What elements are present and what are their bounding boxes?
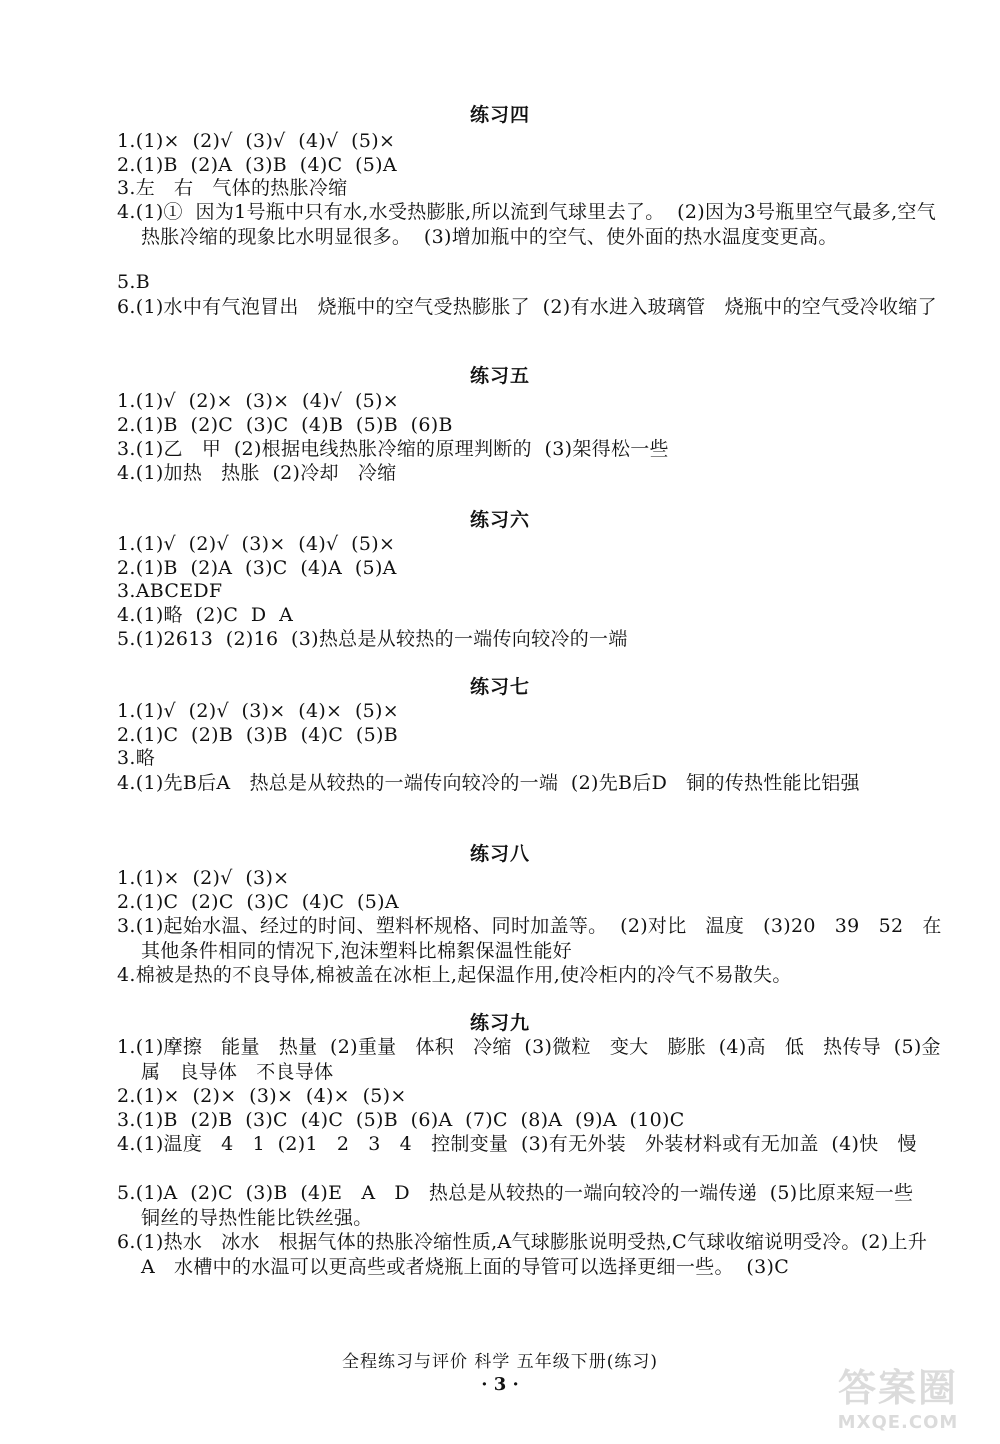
answer-item: 3.ABCEDF <box>117 580 223 602</box>
answer-item: 1.(1)√ (2)× (3)× (4)√ (5)× <box>117 390 399 412</box>
answer-item: 2.(1)B (2)A (3)B (4)C (5)A <box>117 154 397 176</box>
watermark-text: 答案圈 <box>837 1366 958 1410</box>
answer-item: 1.(1)× (2)√ (3)× <box>117 867 290 889</box>
answer-item: 1.(1)摩擦 能量 热量 (2)重量 体积 冷缩 (3)微粒 变大 膨胀 (4)高 低 热传导 (5)金属 良导体 不良导体 <box>117 1036 941 1083</box>
answer-item: 4.(1)先B后A 热总是从较热的一端传向较冷的一端 (2)先B后D 铜的传热性能比铝强 <box>117 772 860 794</box>
answer-item: 4.棉被是热的不良导体,棉被盖在冰柜上,起保温作用,使冷柜内的冷气不易散失。 <box>117 964 792 986</box>
answer-item: 4.(1)加热 热胀 (2)冷却 冷缩 <box>117 462 397 484</box>
section-title: 练习八 <box>469 843 530 865</box>
section-title: 练习九 <box>469 1012 530 1034</box>
section-title: 练习四 <box>469 104 530 126</box>
answer-item: 4.(1)① 因为1号瓶中只有水,水受热膨胀,所以流到气球里去了。 (2)因为3号瓶里空气最多,空气热胀冷缩的现象比水明显很多。 (3)增加瓶中的空气、使外面的热水温度变更高。 <box>117 201 937 248</box>
answer-item: 1.(1)√ (2)√ (3)× (4)√ (5)× <box>117 533 396 555</box>
answer-item: 2.(1)× (2)× (3)× (4)× (5)× <box>117 1085 407 1107</box>
answer-item: 6.(1)热水 冰水 根据气体的热胀冷缩性质,A气球膨胀说明受热,C气球收缩说明受冷。(2)上升 A 水槽中的水温可以更高些或者烧瓶上面的导管可以选择更细一些。 (3)C <box>117 1231 947 1278</box>
answer-item: 2.(1)C (2)C (3)C (4)C (5)A <box>117 891 399 913</box>
answer-item: 1.(1)× (2)√ (3)√ (4)√ (5)× <box>117 130 396 152</box>
section-title: 练习七 <box>469 676 530 698</box>
section-title: 练习五 <box>469 365 530 387</box>
answer-item: 3.(1)起始水温、经过的时间、塑料杯规格、同时加盖等。 (2)对比 温度 (3)20 39 52 在其他条件相同的情况下,泡沫塑料比棉絮保温性能好 <box>117 915 942 962</box>
answer-item: 5.B <box>117 271 150 293</box>
answer-item: 3.(1)乙 甲 (2)根据电线热胀冷缩的原理判断的 (3)架得松一些 <box>117 438 669 460</box>
answer-item: 2.(1)C (2)B (3)B (4)C (5)B <box>117 724 398 746</box>
answer-item: 2.(1)B (2)A (3)C (4)A (5)A <box>117 557 397 579</box>
watermark-url: MXQE.COM <box>837 1412 959 1433</box>
answer-item: 2.(1)B (2)C (3)C (4)B (5)B (6)B <box>117 414 453 436</box>
answer-item: 3.略 <box>117 747 156 769</box>
watermark-logo <box>818 1366 978 1442</box>
answer-item: 3.(1)B (2)B (3)C (4)C (5)B (6)A (7)C (8)A (9)A (10)C <box>117 1109 685 1131</box>
answer-item: 4.(1)略 (2)C D A <box>117 604 294 626</box>
page-number: · 3 · <box>481 1374 519 1395</box>
answer-item: 4.(1)温度 4 1 (2)1 2 3 4 控制变量 (3)有无外装 外装材料或有无加盖 (4)快 慢 <box>117 1133 917 1155</box>
answer-item: 5.(1)2613 (2)16 (3)热总是从较热的一端传向较冷的一端 <box>117 628 628 650</box>
answer-item: 5.(1)A (2)C (3)B (4)E A D 热总是从较热的一端向较冷的一端传递 (5)比原来短一些 铜丝的导热性能比铁丝强。 <box>117 1182 933 1229</box>
answer-item: 3.左 右 气体的热胀冷缩 <box>117 177 348 199</box>
footer-book-title: 全程练习与评价 科学 五年级下册(练习) <box>341 1352 659 1372</box>
section-title: 练习六 <box>469 509 530 531</box>
answer-item: 1.(1)√ (2)√ (3)× (4)× (5)× <box>117 700 399 722</box>
answer-item: 6.(1)水中有气泡冒出 烧瓶中的空气受热膨胀了 (2)有水进入玻璃管 烧瓶中的空气受冷收缩了 <box>117 296 937 318</box>
